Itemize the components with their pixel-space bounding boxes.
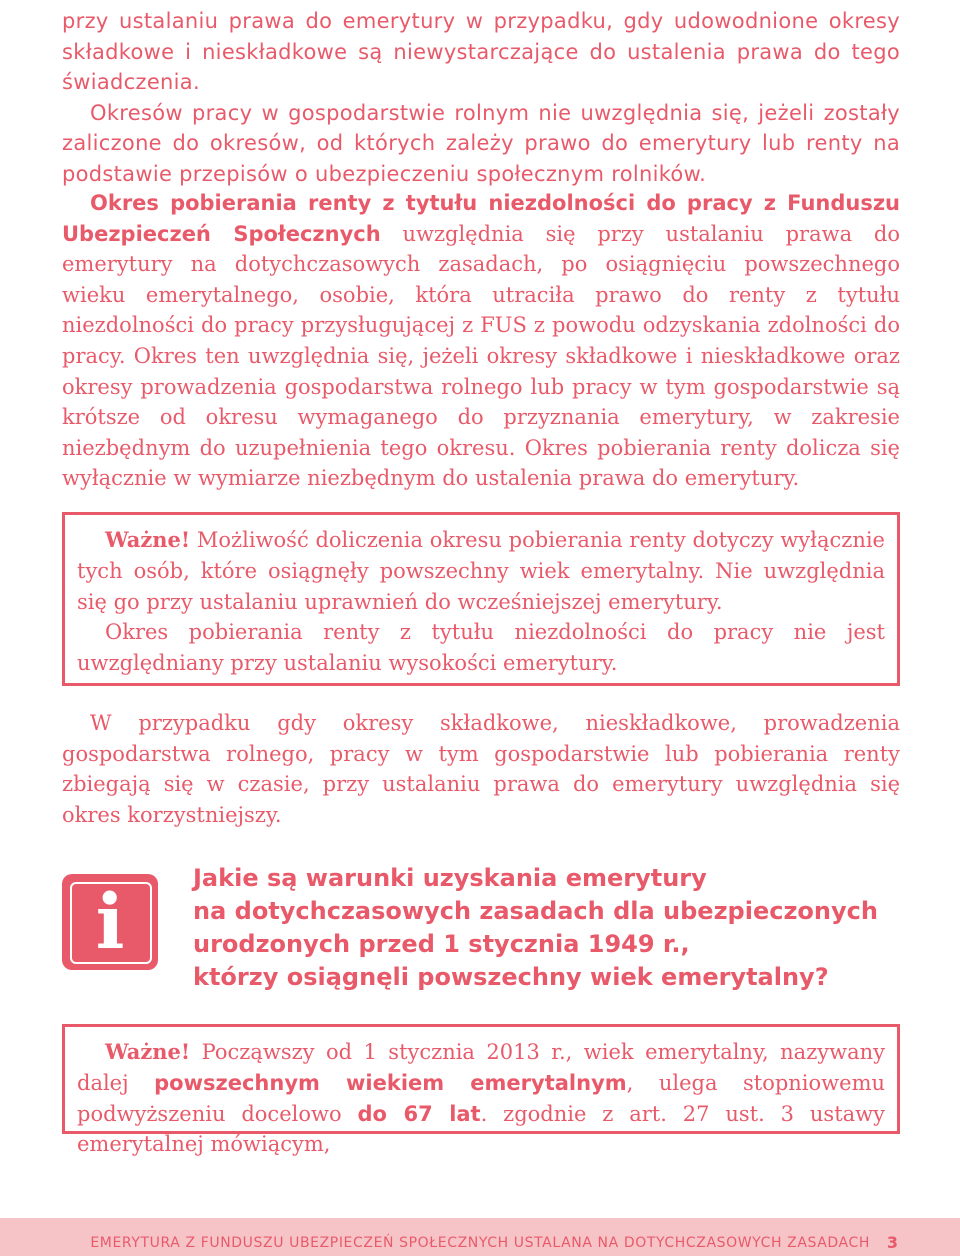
intro-paragraph-1: przy ustalaniu prawa do emerytury w przypadku, gdy udowodnione okresy składkowe i nieskładkowe są niewystarczające do ustalenia prawa do tego świadczenia. xyxy=(62,9,900,94)
section-question-heading xyxy=(193,862,900,994)
question-line-3: urodzonych przed 1 stycznia 1949 r., xyxy=(193,930,690,958)
important-box-2: Ważne! Począwszy od 1 stycznia 2013 r., wiek emerytalny, nazywany dalej powszechnym wiekiem emerytalnym, ulega stopniowemu podwyższeniu docelowo do 67 lat. zgodnie z art. 27 ust. 3 ustawy emerytalnej mówiącym, xyxy=(62,1024,900,1134)
info-icon: i xyxy=(62,874,158,970)
bold-term-67: do 67 lat xyxy=(357,1101,481,1126)
main-paragraph xyxy=(62,188,900,494)
question-line-1: Jakie są warunki uzyskania emerytury xyxy=(193,864,707,892)
intro-paragraph-2: Okresów pracy w gospodarstwie rolnym nie uwzględnia się, jeżeli zostały zaliczone do okresów, od których zależy prawo do emerytury lub renty na podstawie przepisów o ubezpieczeniu społecznym rolników. xyxy=(62,100,900,186)
important-label-2: Ważne! xyxy=(105,1039,191,1064)
page-number: 3 xyxy=(886,1233,898,1252)
question-line-4: którzy osiągnęli powszechny wiek emerytalny? xyxy=(193,963,829,991)
important-box-1 xyxy=(62,512,900,686)
intro-section xyxy=(62,6,900,189)
important-text-1: Możliwość doliczenia okresu pobierania renty dotyczy wyłącznie tych osób, które osiągnęły powszechny wiek emerytalny. Nie uwzględnia się go przy ustalaniu uprawnień do wcześniejszej emerytury. xyxy=(77,528,885,614)
overlap-paragraph: W przypadku gdy okresy składkowe, nieskładkowe, prowadzenia gospodarstwa rolnego, pracy w tym gospodarstwie lub pobierania renty zbiegają się w czasie, przy ustalaniu prawa do emerytury uwzględnia się okres korzystniejszy. xyxy=(62,711,900,827)
footer-title: EMERYTURA Z FUNDUSZU UBEZPIECZEŃ SPOŁECZNYCH USTALANA NA DOTYCHCZASOWYCH ZASADACH xyxy=(90,1235,870,1251)
page-footer xyxy=(0,1218,960,1256)
important-label: Ważne! xyxy=(105,527,191,552)
question-line-2: na dotychczasowych zasadach dla ubezpieczonych xyxy=(193,897,878,925)
main-body-text: uwzględnia się przy ustalaniu prawa do emerytury na dotychczasowych zasadach, po osiągnięciu powszechnego wieku emerytalnego, osobie, która utraciła prawo do renty z tytułu niezdolności do pracy przysługującej z FUS z powodu odzyskania zdolności do pracy. Okres ten uwzględnia się, jeżeli okresy składkowe i nieskładkowe oraz okresy prowadzenia gospodarstwa rolnego lub pracy w tym gospodarstwie są krótsze od okresu wymaganego do przyznania emerytury, w zakresie niezbędnym do uzupełnienia tego okresu. Okres pobierania renty dolicza się wyłącznie w wymiarze niezbędnym do ustalenia prawa do emerytury. xyxy=(62,221,900,491)
important-text-2: Okres pobierania renty z tytułu niezdolności do pracy nie jest uwzględniany przy ustalaniu wysokości emerytury. xyxy=(77,620,885,676)
main-bold-lead: Okres pobierania renty z tytułu niezdolności do pracy z Funduszu Ubezpieczeń Społecznych xyxy=(62,191,900,246)
bold-term-retirement-age: powszechnym wiekiem emerytalnym xyxy=(154,1070,627,1095)
